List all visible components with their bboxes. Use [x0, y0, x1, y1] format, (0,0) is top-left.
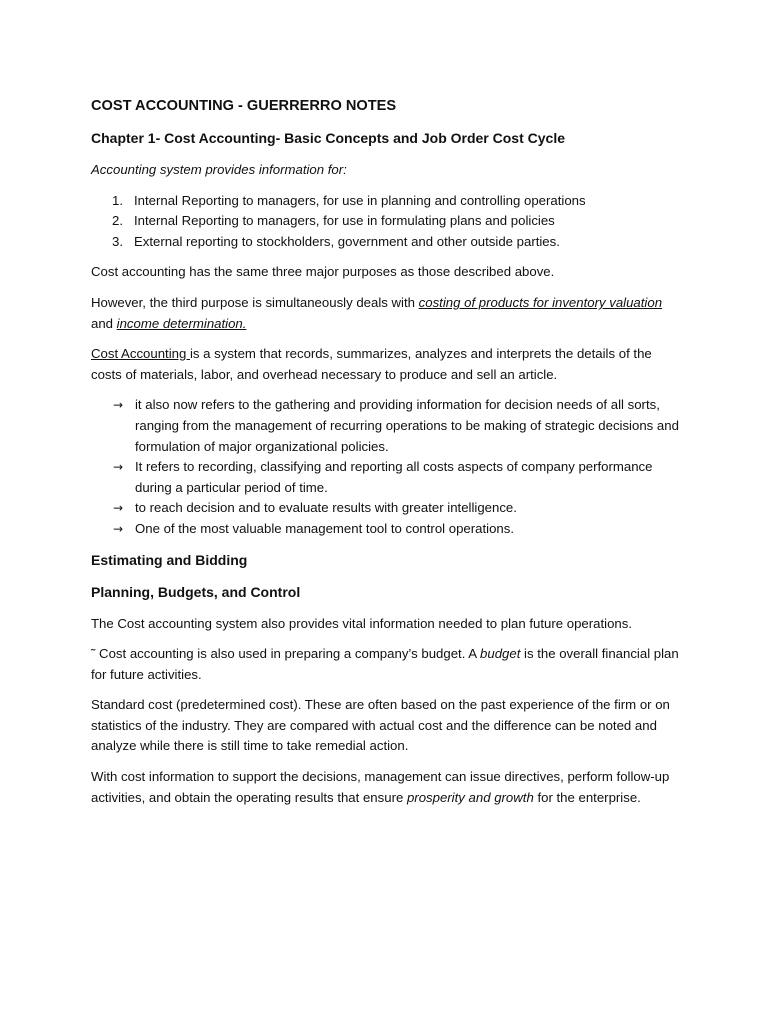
list-item: [91, 232, 680, 253]
emphasis-income-determination: income determination.: [116, 315, 247, 331]
arrow-icon: →: [113, 460, 124, 475]
list-item: [91, 191, 680, 212]
paragraph-support-decisions: [91, 767, 680, 808]
emphasis-budget: budget: [480, 646, 521, 662]
section-heading-planning: Planning, Budgets, and Control: [91, 583, 301, 600]
list-text: External reporting to stockholders, government and other outside parties.: [134, 233, 560, 249]
list-number: 3.: [112, 233, 123, 249]
list-item: [91, 457, 680, 498]
list-text: One of the most valuable management tool to control operations.: [135, 520, 514, 536]
list-text: It refers to recording, classifying and reporting all costs aspects of company performance during a particular period of time.: [135, 459, 653, 495]
list-number: 1.: [112, 192, 123, 208]
paragraph-vital-info: The Cost accounting system also provides vital information needed to plan future operations.: [91, 615, 632, 631]
list-text: it also now refers to the gathering and providing information for decision needs of all sorts, ranging from the management of recurring operations to be making of strategic decisions and formulation of major organizational policies.: [135, 397, 679, 454]
list-text: to reach decision and to evaluate results with greater intelligence.: [135, 500, 517, 516]
paragraph-text: and: [91, 315, 117, 331]
list-item: [91, 498, 680, 519]
paragraph-third-purpose: [91, 293, 680, 334]
list-number: 2.: [112, 213, 123, 229]
emphasis-costing-products: costing of products for inventory valuation: [418, 294, 663, 310]
paragraph-definition: [91, 344, 680, 385]
document-title: COST ACCOUNTING - GUERRERRO NOTES: [91, 98, 397, 114]
arrow-icon: →: [113, 501, 124, 516]
paragraph-text: is a system that records, summarizes, analyzes and interprets the details of the costs of materials, labor, and overhead necessary to produce and sell an article.: [91, 346, 652, 382]
chapter-heading: Chapter 1- Cost Accounting- Basic Concepts and Job Order Cost Cycle: [91, 130, 566, 146]
paragraph-text: However, the third purpose is simultaneously deals with: [91, 294, 419, 310]
paragraph-budget: [91, 644, 680, 685]
paragraph-text: With cost information to support the decisions, management can issue directives, perform follow-up activities, and obtain the operating results that ensure: [91, 769, 670, 805]
list-text: Internal Reporting to managers, for use in planning and controlling operations: [134, 192, 586, 208]
defined-term: Cost Accounting: [91, 346, 190, 362]
paragraph-same-purposes: Cost accounting has the same three major purposes as those described above.: [91, 264, 555, 280]
paragraph-standard-cost: Standard cost (predetermined cost). These are often based on the past experience of the firm or on statistics of the industry. They are compared with actual cost and the difference can be noted and analyze while there is still time to take remedial action.: [91, 697, 670, 754]
intro-text: Accounting system provides information for:: [91, 162, 347, 177]
list-text: Internal Reporting to managers, for use in formulating plans and policies: [134, 213, 555, 229]
list-item: [91, 395, 680, 457]
list-item: [91, 519, 680, 540]
paragraph-text: is the overall financial plan for future activities.: [91, 646, 679, 682]
paragraph-text: for the enterprise.: [533, 789, 641, 805]
paragraph-text: ˜ Cost accounting is also used in preparing a company’s budget. A: [91, 646, 481, 662]
purposes-list: [91, 191, 680, 253]
definition-bullets: [91, 395, 680, 539]
arrow-icon: →: [113, 521, 124, 536]
arrow-icon: →: [113, 398, 124, 413]
list-item: [91, 211, 680, 232]
emphasis-prosperity: prosperity and growth: [406, 789, 534, 805]
section-heading-estimating: Estimating and Bidding: [91, 551, 248, 568]
